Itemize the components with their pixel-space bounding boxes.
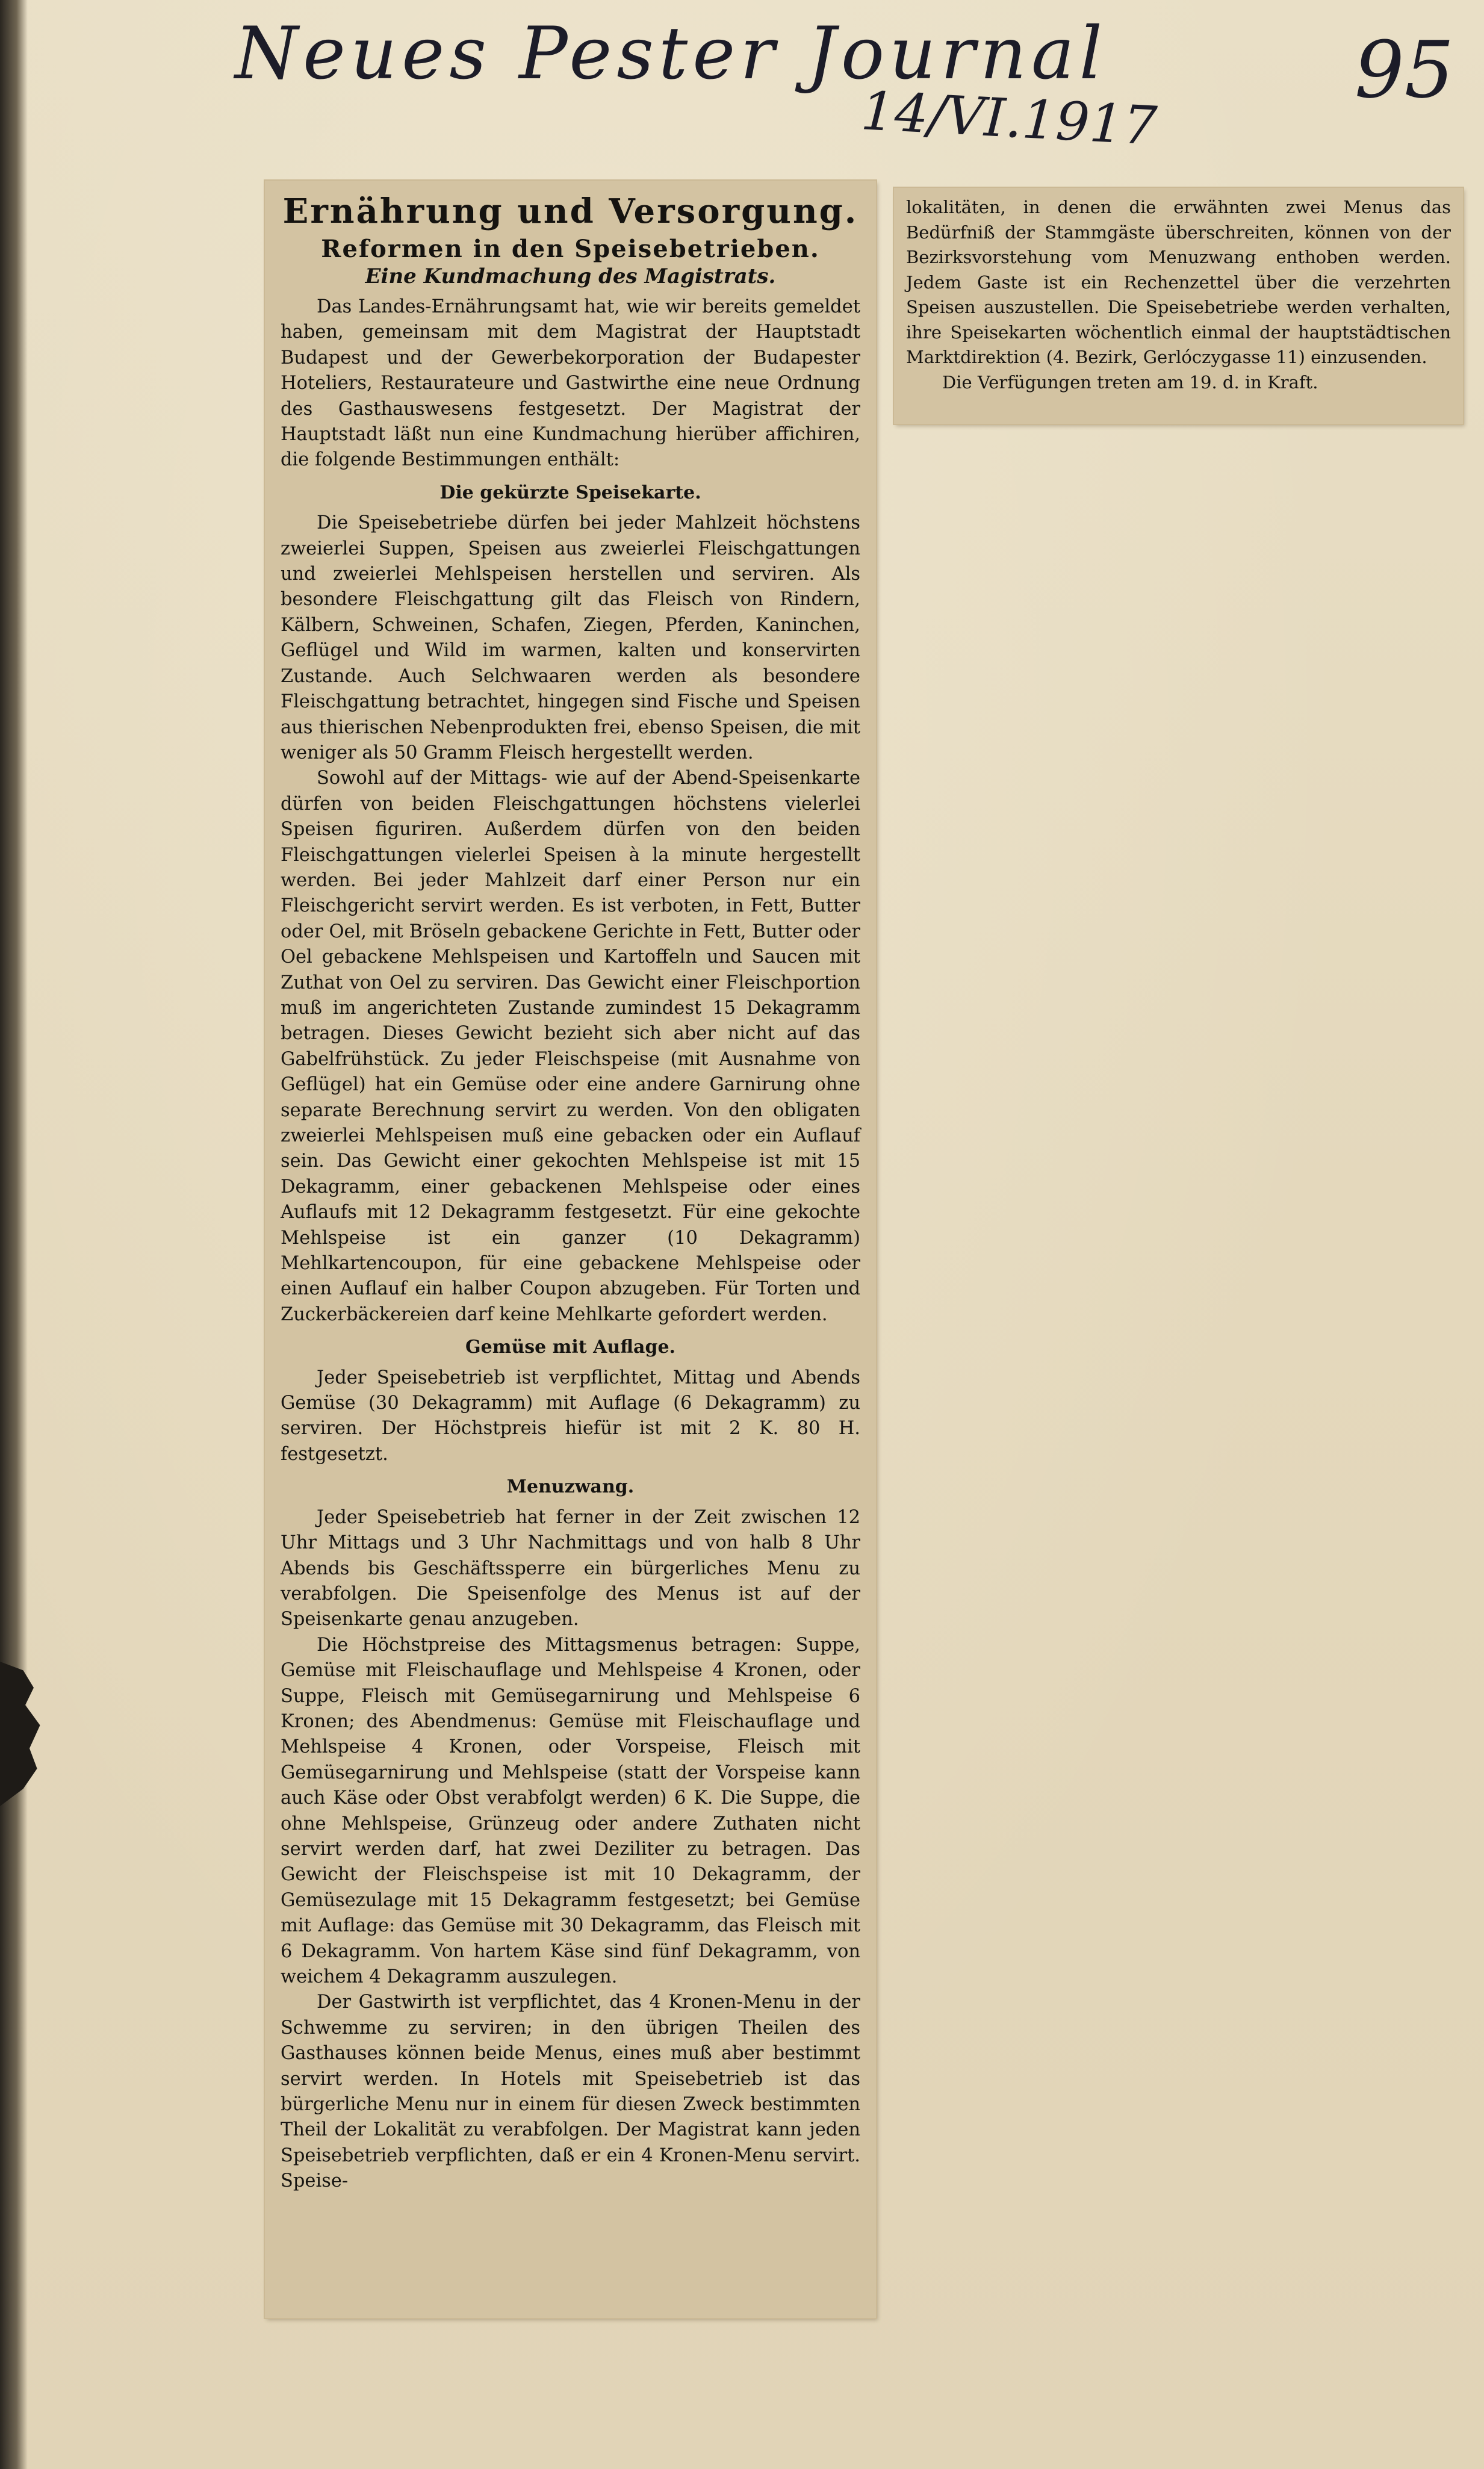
section-heading-gemuese: Gemüse mit Auflage.	[465, 1337, 675, 1358]
paper-tear	[0, 1662, 42, 1806]
article-paragraph: Jeder Speisebetrieb hat ferner in der Zeit zwischen 12 Uhr Mittags und 3 Uhr Nachmittags und von halb 8 Uhr Abends bis Geschäftssperre ein bürgerliches Menu zu verabfolgen. Die Speisenfolge des Menus ist auf der Speisenkarte genau anzugeben.	[281, 1506, 860, 1630]
newspaper-clipping-main	[265, 181, 876, 2318]
article-paragraph: Die Speisebetriebe dürfen bei jeder Mahlzeit höchstens zweierlei Suppen, Speisen aus zweierlei Fleischgattungen und zweierlei Mehlspeisen herstellen und serviren. Als besondere Fleischgattung gilt das Fleisch von Rindern, Kälbern, Schweinen, Schafen, Ziegen, Pferden, Kaninchen, Geflügel und Wild im warmen, kalten und konservirten Zustande. Auch Selchwaaren werden als besondere Fleischgattung betrachtet, hingegen sind Fische und Speisen aus thierischen Nebenprodukten frei, ebenso Speisen, die mit weniger als 50 Gramm Fleisch hergestellt werden.	[281, 512, 860, 763]
continuation-body	[906, 195, 1451, 395]
article-paragraph: Der Gastwirth ist verpflichtet, das 4 Kronen-Menu in der Schwemme zu serviren; in den übrigen Theilen des Gasthauses können beide Menus, eines muß aber bestimmt servirt werden. In Hotels mit Speisebetrieb ist das bürgerliche Menu nur in einem für diesen Zweck bestimmten Theil der Lokalität zu verabfolgen. Der Magistrat kann jeden Speisebetrieb verpflichten, daß er ein 4 Kronen-Menu servirt. Speise-	[281, 1992, 860, 2192]
article-body	[281, 294, 860, 2194]
section-heading-menuzwang: Menuzwang.	[506, 1476, 635, 1498]
article-intro: Das Landes-Ernährungsamt hat, wie wir bereits gemeldet haben, gemeinsam mit dem Magistrat der Hauptstadt Budapest und der Gewerbekorporation der Budapester Hoteliers, Restaurateure und Gastwirthe eine neue Ordnung des Gasthauswesens festgesetzt. Der Magistrat der Hauptstadt läßt nun eine Kundmachung hierüber affichiren, die folgende Bestimmungen enthält:	[281, 296, 860, 471]
article-paragraph: Sowohl auf der Mittags- wie auf der Abend-Speisenkarte dürfen von beiden Fleischgattungen höchstens vielerlei Speisen figuriren. Außerdem dürfen von den beiden Fleischgattungen vielerlei Speisen à la minute hergestellt werden. Bei jeder Mahlzeit darf einer Person nur ein Fleischgericht servirt werden. Es ist verboten, in Fett, Butter oder Oel, mit Bröseln gebackene Gerichte in Fett, Butter oder Oel gebackene Mehlspeisen und Kartoffeln und Saucen mit Zuthat von Oel zu serviren. Das Gewicht einer Fleischportion muß im angerichteten Zustande zumindest 15 Dekagramm betragen. Dieses Gewicht bezieht sich aber nicht auf das Gabelfrühstück. Zu jeder Fleischspeise (mit Ausnahme von Geflügel) hat ein Gemüse oder eine andere Garnirung ohne separate Berechnung servirt zu werden. Von den obligaten zweierlei Mehlspeisen muß eine gebacken oder ein Auflauf sein. Das Gewicht einer gekochten Mehlspeise ist mit 15 Dekagramm, einer gebackenen Mehlspeise oder eines Auflaufs mit 12 Dekagramm festgesetzt. Für eine gekochte Mehlspeise ist ein ganzer (10 Dekagramm) Mehlkartencoupon, für eine gebackene Mehlspeise oder einen Auflauf ein halber Coupon abzugeben. Für Torten und Zuckerbäckereien darf keine Mehlkarte gefordert werden.	[281, 768, 860, 1325]
article-paragraph: Jeder Speisebetrieb ist verpflichtet, Mittag und Abends Gemüse (30 Dekagramm) mit Auflage (6 Dekagramm) zu serviren. Der Höchstpreis hiefür ist mit 2 K. 80 H. festgesetzt.	[281, 1367, 860, 1465]
article-kicker: Eine Kundmachung des Magistrats.	[365, 264, 776, 288]
article-paragraph: Die Höchstpreise des Mittagsmenus betragen: Suppe, Gemüse mit Fleischauflage und Mehlspeise 4 Kronen, oder Suppe, Fleisch mit Gemüsegarnirung und Mehlspeise 6 Kronen; des Abendmenus: Gemüse mit Fleischauflage und Mehlspeise 4 Kronen, oder Vorspeise, Fleisch mit Gemüsegarnirung und Mehlspeise (statt der Vorspeise kann auch Käse oder Obst verabfolgt werden) 6 K. Die Suppe, die ohne Mehlspeise, Grünzeug oder andere Zuthaten nicht servirt werden darf, hat zwei Deziliter zu betragen. Das Gewicht der Fleischspeise ist mit 10 Dekagramm, der Gemüsezulage mit 15 Dekagramm festgesetzt; bei Gemüse mit Auflage: das Gemüse mit 30 Dekagramm, das Fleisch mit 6 Dekagramm. Von hartem Käse sind fünf Dekagramm, von weichem 4 Dekagramm auszulegen.	[281, 1634, 860, 1987]
handwritten-date: 14/VI.1917	[859, 79, 1159, 157]
section-heading-speisekarte: Die gekürzte Speisekarte.	[439, 482, 701, 503]
newspaper-clipping-continuation	[894, 188, 1463, 424]
article-headline: Ernährung und Versorgung.	[282, 191, 858, 231]
scan-edge	[0, 0, 28, 2469]
continuation-paragraph: lokalitäten, in denen die erwähnten zwei Menus das Bedürfniß der Stammgäste überschreiten, können von der Bezirksvorstehung vom Menuzwang enthoben werden. Jedem Gaste ist ein Rechenzettel über die verzehrten Speisen auszustellen. Die Speisebetriebe werden verhalten, ihre Speisekarten wöchentlich einmal der hauptstädtischen Marktdirektion (4. Bezirk, Gerlóczygasse 11) einzusenden.	[906, 197, 1451, 367]
continuation-closing-line: Die Verfügungen treten am 19. d. in Kraft.	[942, 371, 1318, 393]
handwritten-newspaper-title: Neues Pester Journal	[235, 12, 1107, 96]
article-subheadline: Reformen in den Speisebetrieben.	[321, 235, 820, 263]
handwritten-archive-number: 95	[1355, 24, 1455, 116]
